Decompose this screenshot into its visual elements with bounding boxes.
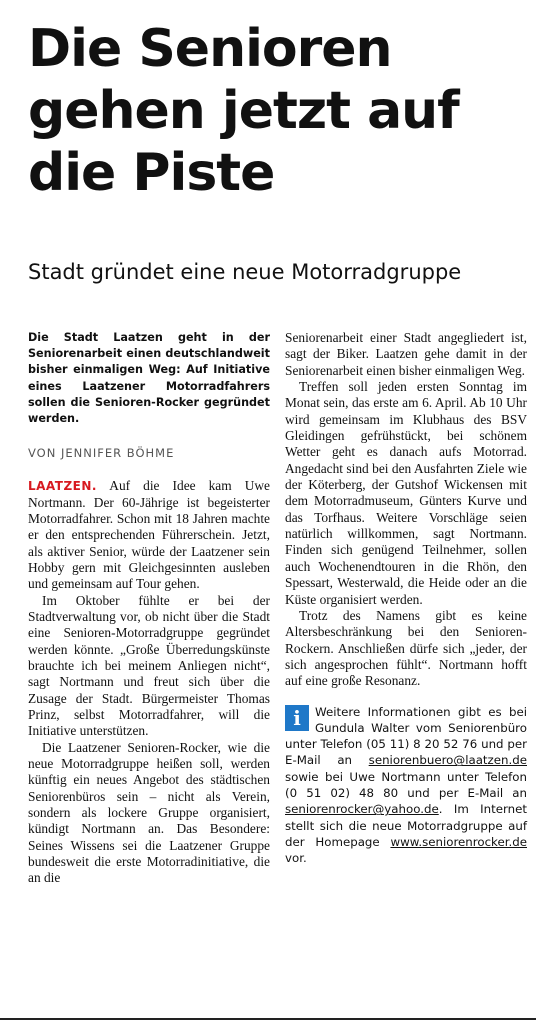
bottom-rule (0, 1018, 536, 1020)
website-link[interactable]: www.seniorenrocker.de (390, 834, 527, 849)
email-link-seniorenbuero[interactable]: seniorenbuero@laatzen.de (368, 753, 527, 768)
right-column (285, 330, 527, 867)
left-column (28, 330, 270, 887)
info-box (285, 704, 527, 867)
byline: VON JENNIFER BÖHME (28, 446, 175, 461)
body-left (28, 478, 270, 887)
body-paragraph-text: Auf die Idee kam Uwe Nortmann. Der 60-Jährige ist begeisterter Motorradfahrer. Schon mit 18 Jahren machte er den entsprechenden Führerschein. Jetzt, als aktiver Senior, würde der Laatzener sein Hobby gern mit Gleichgesinnten ausleben und gemeinsam auf Tour gehen. (28, 478, 270, 592)
info-text: vor. (285, 851, 307, 866)
body-paragraph: Im Oktober fühlte er bei der Stadtverwaltung vor, ob nicht über die Stadt eine Senioren-Motorradgruppe gegründet werden könnte. „Große Überredungskünste brauchte ich bei meinem Anliegen nicht“, sagt Nortmann und freut sich über die Zusage der Stadt. Bürgermeister Thomas Prinz, selbst Motorradfahrer, will die Initiative unterstützen. (28, 592, 270, 739)
info-icon: i (285, 705, 309, 731)
info-text: Weitere Informationen gibt es bei Gundula Walter vom Seniorenbüro unter Telefon (05 11) 8 20 52 76 und per E-Mail an (285, 704, 527, 768)
body-paragraph: Trotz des Namens gibt es keine Altersbeschränkung bei den Senioren-Rockern. Anschließen dürfe sich „jeder, der sich angesprochen fühlt“. Nortmann hofft auf eine große Resonanz. (285, 607, 527, 689)
body-paragraph: Die Laatzener Senioren-Rocker, wie die neue Motorradgruppe heißen soll, werden künftig ein neues Angebot des städtischen Seniorenbüros sein – nicht als Verein, sondern als lockere Gruppe organisiert, kündigt Nortmann an. Das Besondere: Seines Wissens sei die Laatzener Gruppe bundesweit die erste Motorradinitiative, die an die (28, 739, 270, 886)
body-paragraph (28, 478, 270, 592)
headline: Die Senioren gehen jetzt auf die Piste (28, 19, 459, 203)
body-paragraph: Seniorenarbeit einer Stadt angegliedert ist, sagt der Biker. Laatzen gehe damit in der Seniorenarbeit einen bisher einmaligen Weg. (285, 330, 527, 378)
body-right (285, 330, 527, 690)
lead-paragraph: Die Stadt Laatzen geht in der Seniorenarbeit einen deutschlandweit bisher einmaligen Weg: Auf Initiative eines Laatzener Motorradfahrers sollen die Senioren-Rocker gegründet werden. (28, 331, 270, 426)
email-link-seniorenrocker[interactable]: seniorenrocker@yahoo.de (285, 802, 439, 817)
info-text: sowie bei Uwe Nortmann unter Telefon (0 51 02) 48 80 und per E-Mail an (285, 769, 527, 801)
dateline: LAATZEN. (28, 479, 97, 494)
info-text: . Im Internet stellt sich die neue Motorradgruppe auf der Homepage (285, 802, 527, 849)
subheadline: Stadt gründet eine neue Motorradgruppe (28, 260, 462, 284)
body-paragraph: Treffen soll jeden ersten Sonntag im Monat sein, das erste am 6. April. Ab 10 Uhr wird gemeinsam im Klubhaus des BSV Gleidingen gefrühstückt, bei schönem Wetter geht es danach aufs Motorrad. Angedacht sind bei den Ausfahrten Ziele wie der Köterberg, der Gutshof Wickensen mit dem Motorradmuseum, Günters Kurve und das Torfhaus. Weitere Vorschläge seien natürlich willkommen, sagt Nortmann. Finden sich genügend Teilnehmer, sollen auch Wochenendtouren in die Rhön, den Spessart, Westerwald, die Heide oder an die Küste organisiert werden. (285, 379, 527, 607)
